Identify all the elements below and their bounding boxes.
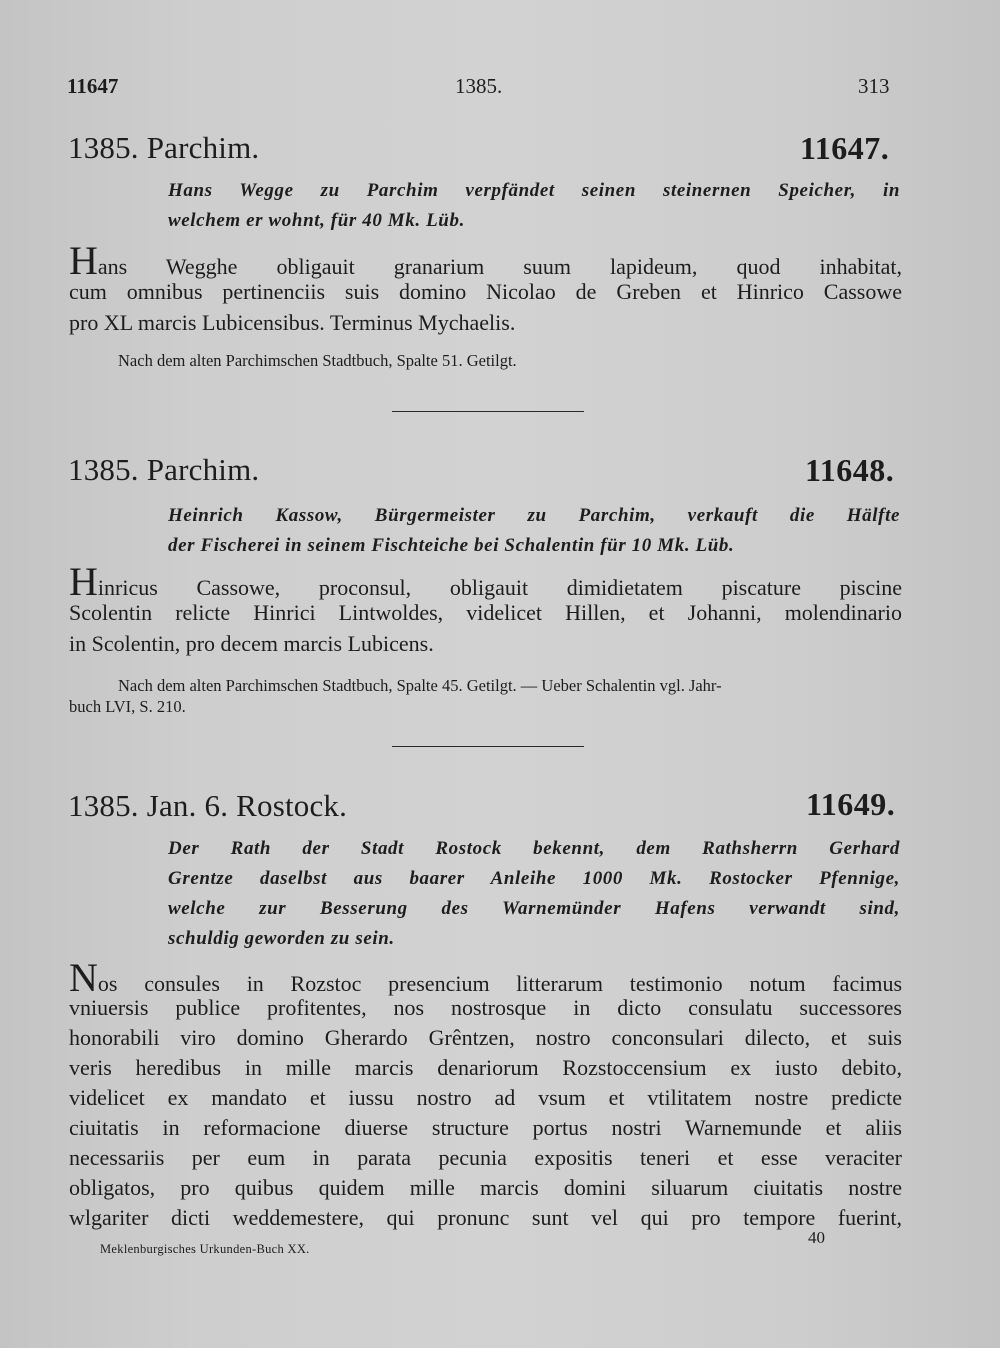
drop-cap: H (69, 238, 98, 283)
entry-3-summary-line: welche zur Besserung des Warnemünder Hafens verwandt sind, (168, 898, 900, 919)
entry-3-text-line: honorabili viro domino Gherardo Grêntzen, nostro conconsulari dilecto, et suis (69, 1025, 902, 1050)
entry-1-summary-line: welchem er wohnt, für 40 Mk. Lüb. (168, 210, 465, 231)
entry-3-summary-line: schuldig geworden zu sein. (168, 928, 395, 949)
entry-3-number: 11649. (806, 786, 896, 822)
entry-3-text-line: veris heredibus in mille marcis denariorum Rozstoccensium ex iusto debito, (69, 1055, 902, 1080)
text-span: ans Wegghe obligauit granarium suum lapideum, quod inhabitat, (97, 254, 902, 279)
entry-1-text-line: cum omnibus pertinenciis suis domino Nicolao de Greben et Hinrico Cassowe (69, 279, 902, 304)
text-span: os consules in Rozstoc presencium litterarum testimonio notum facimus (97, 971, 902, 996)
entry-1-number: 11647. (800, 130, 890, 166)
entry-3-summary-line: Der Rath der Stadt Rostock bekennt, dem Rathsherrn Gerhard (168, 838, 900, 859)
entry-2-number: 11648. (805, 452, 895, 488)
entry-1-summary-line: Hans Wegge zu Parchim verpfändet seinen steinernen Speicher, in (168, 180, 900, 201)
entry-1-summary (168, 176, 900, 236)
entry-2-summary-line: der Fischerei in seinem Fischteiche bei Schalentin für 10 Mk. Lüb. (168, 535, 735, 556)
entry-2-source-note: Nach dem alten Parchimschen Stadtbuch, Spalte 45. Getilgt. — Ueber Schalentin vgl. Jahr- (118, 676, 722, 695)
drop-cap: N (69, 955, 98, 1000)
entry-2-text-line: in Scolentin, pro decem marcis Lubicens. (69, 631, 434, 656)
text-span: inricus Cassowe, proconsul, obligauit dimidietatem piscature piscine (97, 575, 902, 600)
entry-3-text-line: necessariis per eum in parata pecunia expositis teneri et esse veraciter (69, 1145, 902, 1170)
entry-2-summary-line: Heinrich Kassow, Bürgermeister zu Parchim, verkauft die Hälfte (168, 505, 900, 526)
section-divider (392, 746, 584, 747)
entry-3-text-line: ciuitatis in reformacione diuerse structure portus nostri Warnemunde et aliis (69, 1115, 902, 1140)
signature-mark: 40 (808, 1228, 825, 1247)
section-divider (392, 411, 584, 412)
running-head-year: 1385. (455, 74, 503, 98)
entry-3-text-line: wlgariter dicti weddemestere, qui pronunc sunt vel qui pro tempore fuerint, (69, 1205, 902, 1230)
entry-2-text-line: Scolentin relicte Hinrici Lintwoldes, videlicet Hillen, et Johanni, molendinario (69, 600, 902, 625)
entry-1-source-note: Nach dem alten Parchimschen Stadtbuch, Spalte 51. Getilgt. (118, 351, 517, 370)
page-number: 313 (858, 74, 890, 98)
entry-1-place-date: 1385. Parchim. (68, 130, 260, 165)
entry-3-text-line: videlicet ex mandato et iussu nostro ad vsum et vtilitatem nostre predicte (69, 1085, 902, 1110)
entry-2-summary (168, 501, 900, 561)
entry-3-summary (168, 834, 900, 954)
entry-3-text-line: obligatos, pro quibus quidem mille marcis domini siluarum ciuitatis nostre (69, 1175, 902, 1200)
drop-cap: H (69, 559, 98, 604)
entry-3-text-line: vniuersis publice profitentes, nos nostrosque in dicto consulatu successores (69, 995, 902, 1020)
entry-1-text-line: pro XL marcis Lubicensibus. Terminus Mychaelis. (69, 310, 516, 335)
entry-3-summary-line: Grentze daselbst aus baarer Anleihe 1000 Mk. Rostocker Pfennige, (168, 868, 900, 889)
entry-3-place-date: 1385. Jan. 6. Rostock. (68, 788, 348, 823)
running-head-document-number: 11647 (67, 74, 119, 98)
entry-2-source-note-continued: buch LVI, S. 210. (69, 697, 186, 716)
entry-2-place-date: 1385. Parchim. (68, 452, 260, 487)
book-title-footer: Meklenburgisches Urkunden-Buch XX. (100, 1242, 310, 1256)
